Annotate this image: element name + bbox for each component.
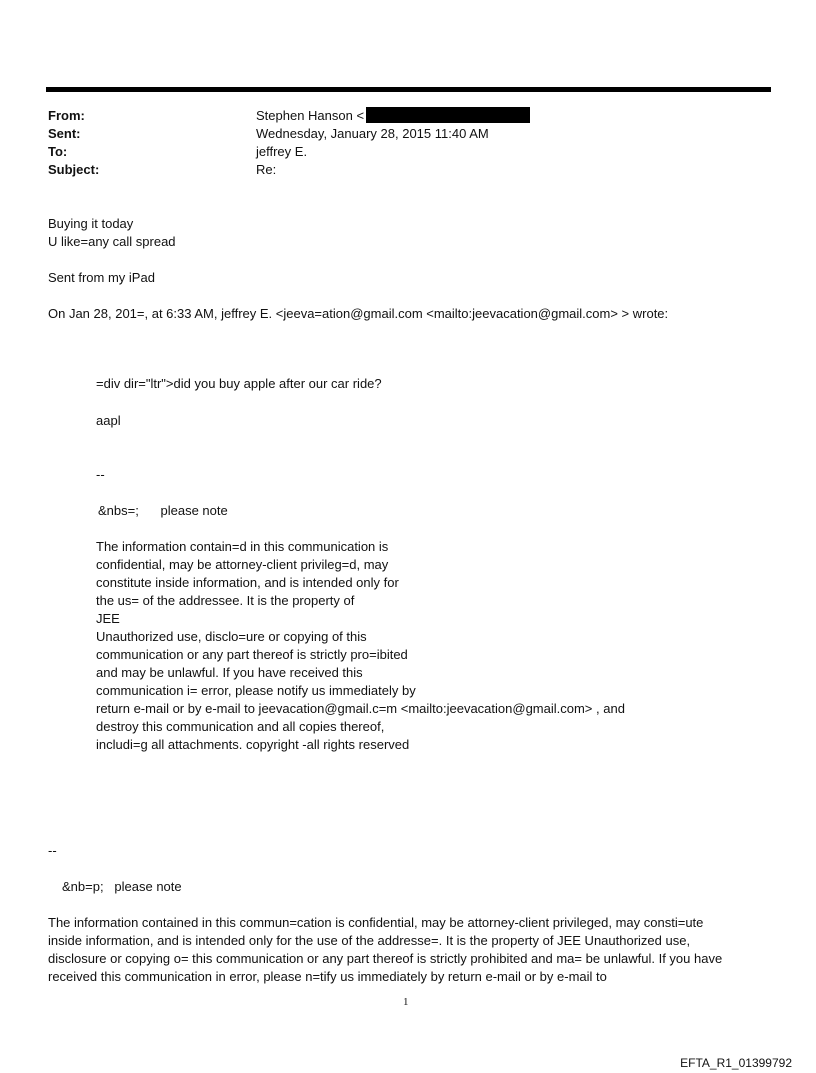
subject-label: Subject: bbox=[48, 162, 100, 177]
footer-disclaimer-line: inside information, and is intended only for the use of the addresse=. It is the property of JEE Unauthorized use, bbox=[48, 933, 691, 948]
header-rule bbox=[46, 87, 771, 92]
from-label: From: bbox=[48, 108, 85, 123]
sent-value: Wednesday, January 28, 2015 11:40 AM bbox=[256, 126, 489, 141]
quoted-disclaimer bbox=[96, 538, 625, 754]
quoted-line-1: =div dir="ltr">did you buy apple after our car ride? bbox=[96, 376, 382, 391]
quoted-disclaimer-line: destroy this communication and all copies thereof, bbox=[96, 719, 385, 734]
from-value bbox=[256, 107, 530, 125]
quoted-disclaimer-line: confidential, may be attorney-client privileg=d, may bbox=[96, 557, 389, 572]
body-line-1: Buying it today bbox=[48, 216, 134, 231]
footer-note: &nb=p; please note bbox=[62, 879, 182, 894]
redaction-box bbox=[366, 107, 530, 123]
quoted-disclaimer-line: and may be unlawful. If you have received this bbox=[96, 665, 363, 680]
quoted-disclaimer-line: communication or any part thereof is strictly pro=ibited bbox=[96, 647, 408, 662]
quote-intro: On Jan 28, 201=, at 6:33 AM, jeffrey E. <jeeva=ation@gmail.com <mailto:jeevacation@gmail.com> > wrote: bbox=[48, 306, 669, 321]
footer-separator: -- bbox=[48, 843, 57, 858]
footer-disclaimer bbox=[48, 914, 722, 986]
quoted-line-2: aapl bbox=[96, 413, 121, 428]
subject-value: Re: bbox=[256, 162, 277, 177]
quoted-disclaimer-line: constitute inside information, and is intended only for bbox=[96, 575, 399, 590]
to-label: To: bbox=[48, 144, 68, 159]
footer-disclaimer-line: The information contained in this commun=cation is confidential, may be attorney-client privileged, may consti=ute bbox=[48, 915, 704, 930]
footer-disclaimer-line: disclosure or copying o= this communication or any part thereof is strictly prohibited and ma= be unlawful. If you have bbox=[48, 951, 723, 966]
signature: Sent from my iPad bbox=[48, 270, 155, 285]
body-line-2: U like=any call spread bbox=[48, 234, 176, 249]
quoted-disclaimer-line: return e-mail or by e-mail to jeevacation@gmail.c=m <mailto:jeevacation@gmail.com> , and bbox=[96, 701, 625, 716]
quoted-disclaimer-line: includi=g all attachments. copyright -all rights reserved bbox=[96, 737, 410, 752]
to-value: jeffrey E. bbox=[256, 144, 308, 159]
footer-disclaimer-line: received this communication in error, please n=tify us immediately by return e-mail or by e-mail to bbox=[48, 969, 607, 984]
quoted-separator: -- bbox=[96, 467, 105, 482]
from-name: Stephen Hanson < bbox=[256, 108, 365, 123]
quoted-disclaimer-line: JEE bbox=[96, 611, 120, 626]
sent-label: Sent: bbox=[48, 126, 81, 141]
quoted-disclaimer-line: the us= of the addressee. It is the property of bbox=[96, 593, 355, 608]
document-id: EFTA_R1_01399792 bbox=[680, 1056, 792, 1070]
quoted-disclaimer-line: communication i= error, please notify us immediately by bbox=[96, 683, 416, 698]
quoted-note: &nbs=; please note bbox=[98, 503, 228, 518]
quoted-disclaimer-line: The information contain=d in this communication is bbox=[96, 539, 389, 554]
quoted-disclaimer-line: Unauthorized use, disclo=ure or copying of this bbox=[96, 629, 367, 644]
page-number: 1 bbox=[403, 996, 409, 1008]
